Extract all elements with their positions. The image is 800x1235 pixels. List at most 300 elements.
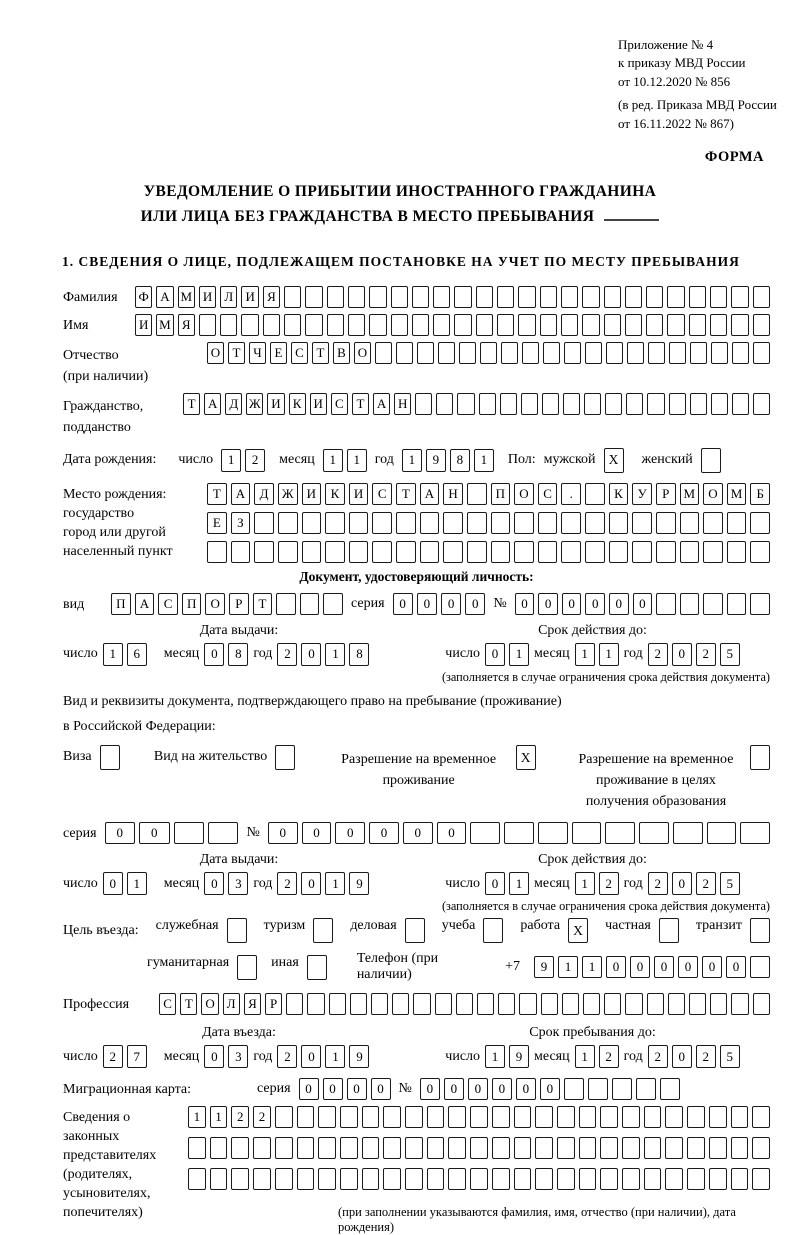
form-cell[interactable]: К	[325, 483, 345, 505]
form-cell[interactable]: 9	[534, 956, 554, 978]
form-cell[interactable]	[323, 593, 343, 615]
form-cell[interactable]	[477, 993, 494, 1015]
form-cell[interactable]	[689, 993, 706, 1015]
form-cell[interactable]	[750, 541, 770, 563]
form-cell[interactable]	[454, 314, 471, 336]
form-cell[interactable]: Т	[183, 393, 200, 415]
form-cell[interactable]	[557, 1137, 575, 1159]
digit-cell[interactable]: 1	[575, 872, 595, 895]
form-cell[interactable]	[454, 286, 471, 308]
form-cell[interactable]	[687, 1137, 705, 1159]
form-cell[interactable]: К	[289, 393, 306, 415]
digit-cell[interactable]: 2	[648, 1045, 668, 1068]
form-cell[interactable]	[669, 393, 686, 415]
form-cell[interactable]: Б	[750, 483, 770, 505]
form-cell[interactable]	[467, 483, 487, 505]
form-cell[interactable]	[561, 512, 581, 534]
form-cell[interactable]: 0	[369, 822, 399, 844]
digit-cell[interactable]: 0	[672, 643, 692, 666]
form-cell[interactable]	[443, 541, 463, 563]
form-cell[interactable]: О	[514, 483, 534, 505]
form-cell[interactable]	[646, 286, 663, 308]
digit-cell[interactable]: 9	[509, 1045, 529, 1068]
form-cell[interactable]	[348, 286, 365, 308]
form-cell[interactable]	[690, 393, 707, 415]
form-cell[interactable]: Е	[207, 512, 227, 534]
form-cell[interactable]: А	[420, 483, 440, 505]
digit-cell[interactable]: 1	[103, 643, 123, 666]
form-cell[interactable]	[665, 1106, 683, 1128]
form-cell[interactable]	[391, 286, 408, 308]
form-cell[interactable]: 0	[323, 1078, 343, 1100]
form-cell[interactable]: Л	[223, 993, 240, 1015]
form-cell[interactable]	[427, 1168, 445, 1190]
form-cell[interactable]: 0	[139, 822, 169, 844]
form-cell[interactable]	[622, 1106, 640, 1128]
form-cell[interactable]	[557, 1168, 575, 1190]
form-cell[interactable]	[456, 993, 473, 1015]
form-cell[interactable]	[241, 314, 258, 336]
form-cell[interactable]: 0	[335, 822, 365, 844]
form-cell[interactable]: Т	[396, 483, 416, 505]
form-cell[interactable]	[600, 1106, 618, 1128]
form-cell[interactable]	[329, 993, 346, 1015]
digit-cell[interactable]: 5	[720, 872, 740, 895]
form-cell[interactable]	[564, 1078, 584, 1100]
form-cell[interactable]	[584, 393, 601, 415]
form-cell[interactable]: 1	[210, 1106, 228, 1128]
form-cell[interactable]: 0	[515, 593, 535, 615]
form-cell[interactable]	[413, 993, 430, 1015]
digit-cell[interactable]: 1	[325, 872, 345, 895]
form-cell[interactable]: П	[182, 593, 202, 615]
form-cell[interactable]	[632, 512, 652, 534]
form-cell[interactable]	[467, 512, 487, 534]
form-cell[interactable]	[300, 593, 320, 615]
form-cell[interactable]	[732, 342, 749, 364]
form-cell[interactable]	[689, 286, 706, 308]
form-cell[interactable]: З	[231, 512, 251, 534]
form-cell[interactable]	[504, 822, 534, 844]
digit-cell[interactable]: 5	[720, 1045, 740, 1068]
form-cell[interactable]	[514, 1168, 532, 1190]
form-cell[interactable]: К	[609, 483, 629, 505]
option-residence-permit-checkbox[interactable]	[275, 745, 295, 770]
form-cell[interactable]: И	[199, 286, 216, 308]
form-cell[interactable]	[622, 1168, 640, 1190]
digit-cell[interactable]: 2	[648, 643, 668, 666]
form-cell[interactable]	[305, 314, 322, 336]
form-cell[interactable]	[606, 342, 623, 364]
form-cell[interactable]	[514, 512, 534, 534]
form-cell[interactable]: 0	[444, 1078, 464, 1100]
form-cell[interactable]	[582, 286, 599, 308]
purpose-business-checkbox[interactable]	[405, 918, 425, 943]
form-cell[interactable]	[656, 593, 676, 615]
form-cell[interactable]	[188, 1168, 206, 1190]
form-cell[interactable]	[667, 286, 684, 308]
form-cell[interactable]	[340, 1168, 358, 1190]
form-cell[interactable]	[561, 286, 578, 308]
form-cell[interactable]: А	[135, 593, 155, 615]
form-cell[interactable]: Т	[180, 993, 197, 1015]
form-cell[interactable]	[604, 314, 621, 336]
form-cell[interactable]: В	[333, 342, 350, 364]
digit-cell[interactable]: 1	[127, 872, 147, 895]
form-cell[interactable]	[208, 822, 238, 844]
form-cell[interactable]: Е	[270, 342, 287, 364]
form-cell[interactable]: 0	[420, 1078, 440, 1100]
option-visa-checkbox[interactable]	[100, 745, 120, 770]
form-cell[interactable]	[318, 1106, 336, 1128]
purpose-study-checkbox[interactable]	[483, 918, 503, 943]
form-cell[interactable]	[540, 286, 557, 308]
form-cell[interactable]: 0	[540, 1078, 560, 1100]
form-cell[interactable]	[231, 541, 251, 563]
form-cell[interactable]	[199, 314, 216, 336]
digit-cell[interactable]: 1	[599, 643, 619, 666]
form-cell[interactable]	[727, 593, 747, 615]
form-cell[interactable]	[231, 1137, 249, 1159]
digit-cell[interactable]: 0	[103, 872, 123, 895]
form-cell[interactable]: 0	[606, 956, 626, 978]
form-cell[interactable]: С	[159, 993, 176, 1015]
form-cell[interactable]: П	[111, 593, 131, 615]
form-cell[interactable]	[709, 1106, 727, 1128]
digit-cell[interactable]: 3	[228, 1045, 248, 1068]
form-cell[interactable]	[392, 993, 409, 1015]
form-cell[interactable]	[497, 286, 514, 308]
form-cell[interactable]	[372, 541, 392, 563]
form-cell[interactable]	[275, 1168, 293, 1190]
form-cell[interactable]	[497, 314, 514, 336]
form-cell[interactable]	[731, 286, 748, 308]
form-cell[interactable]	[561, 314, 578, 336]
form-cell[interactable]: 1	[582, 956, 602, 978]
form-cell[interactable]	[302, 541, 322, 563]
option-temp-residence-edu-checkbox[interactable]	[750, 745, 770, 770]
form-cell[interactable]	[605, 393, 622, 415]
form-cell[interactable]	[327, 314, 344, 336]
form-cell[interactable]	[753, 993, 770, 1015]
form-cell[interactable]: 0	[299, 1078, 319, 1100]
form-cell[interactable]	[585, 483, 605, 505]
form-cell[interactable]	[405, 1137, 423, 1159]
form-cell[interactable]	[709, 1137, 727, 1159]
form-cell[interactable]	[457, 393, 474, 415]
form-cell[interactable]	[665, 1168, 683, 1190]
form-cell[interactable]	[680, 593, 700, 615]
digit-cell[interactable]: 0	[204, 1045, 224, 1068]
digit-cell[interactable]: 8	[228, 643, 248, 666]
form-cell[interactable]	[210, 1168, 228, 1190]
form-cell[interactable]: 0	[609, 593, 629, 615]
form-cell[interactable]	[727, 541, 747, 563]
form-cell[interactable]	[349, 512, 369, 534]
digit-cell[interactable]: 9	[349, 1045, 369, 1068]
purpose-transit-checkbox[interactable]	[750, 918, 770, 943]
form-cell[interactable]: 0	[371, 1078, 391, 1100]
form-cell[interactable]: С	[291, 342, 308, 364]
form-cell[interactable]	[543, 342, 560, 364]
form-cell[interactable]	[656, 512, 676, 534]
form-cell[interactable]	[572, 822, 602, 844]
form-cell[interactable]	[348, 314, 365, 336]
form-cell[interactable]	[711, 393, 728, 415]
form-cell[interactable]	[605, 822, 635, 844]
form-cell[interactable]	[254, 541, 274, 563]
form-cell[interactable]: 1	[188, 1106, 206, 1128]
form-cell[interactable]	[639, 822, 669, 844]
form-cell[interactable]	[732, 393, 749, 415]
form-cell[interactable]	[609, 541, 629, 563]
form-cell[interactable]	[318, 1168, 336, 1190]
form-cell[interactable]	[665, 1137, 683, 1159]
form-cell[interactable]: П	[491, 483, 511, 505]
form-cell[interactable]	[383, 1168, 401, 1190]
form-cell[interactable]	[362, 1137, 380, 1159]
form-cell[interactable]	[470, 1137, 488, 1159]
form-cell[interactable]: Д	[254, 483, 274, 505]
form-cell[interactable]	[275, 1106, 293, 1128]
form-cell[interactable]	[521, 393, 538, 415]
digit-cell[interactable]: 1	[474, 449, 494, 472]
form-cell[interactable]	[362, 1168, 380, 1190]
form-cell[interactable]	[448, 1106, 466, 1128]
form-cell[interactable]	[579, 1137, 597, 1159]
form-cell[interactable]: Р	[656, 483, 676, 505]
form-cell[interactable]	[307, 993, 324, 1015]
form-cell[interactable]	[297, 1106, 315, 1128]
form-cell[interactable]: Я	[178, 314, 195, 336]
form-cell[interactable]	[188, 1137, 206, 1159]
form-cell[interactable]	[703, 541, 723, 563]
form-cell[interactable]	[220, 314, 237, 336]
form-cell[interactable]	[278, 512, 298, 534]
form-cell[interactable]	[709, 1168, 727, 1190]
form-cell[interactable]	[448, 1137, 466, 1159]
form-cell[interactable]	[585, 512, 605, 534]
form-cell[interactable]	[625, 993, 642, 1015]
digit-cell[interactable]: 2	[696, 872, 716, 895]
form-cell[interactable]: И	[135, 314, 152, 336]
form-cell[interactable]	[253, 1137, 271, 1159]
form-cell[interactable]	[420, 512, 440, 534]
form-cell[interactable]	[383, 1137, 401, 1159]
digit-cell[interactable]: 6	[127, 643, 147, 666]
digit-cell[interactable]: 2	[599, 872, 619, 895]
form-cell[interactable]	[646, 314, 663, 336]
form-cell[interactable]	[562, 993, 579, 1015]
form-cell[interactable]	[501, 342, 518, 364]
form-cell[interactable]	[435, 993, 452, 1015]
form-cell[interactable]: .	[561, 483, 581, 505]
digit-cell[interactable]: 0	[672, 1045, 692, 1068]
form-cell[interactable]	[561, 541, 581, 563]
form-cell[interactable]	[535, 1137, 553, 1159]
form-cell[interactable]	[625, 286, 642, 308]
form-cell[interactable]	[174, 822, 204, 844]
form-cell[interactable]	[340, 1106, 358, 1128]
form-cell[interactable]	[286, 993, 303, 1015]
form-cell[interactable]	[371, 993, 388, 1015]
form-cell[interactable]	[644, 1137, 662, 1159]
form-cell[interactable]	[231, 1168, 249, 1190]
digit-cell[interactable]: 1	[509, 643, 529, 666]
form-cell[interactable]	[710, 993, 727, 1015]
form-cell[interactable]	[302, 512, 322, 534]
form-cell[interactable]: А	[231, 483, 251, 505]
form-cell[interactable]	[622, 1137, 640, 1159]
form-cell[interactable]: С	[331, 393, 348, 415]
digit-cell[interactable]: 1	[325, 643, 345, 666]
form-cell[interactable]: 0	[302, 822, 332, 844]
form-cell[interactable]	[491, 541, 511, 563]
digit-cell[interactable]: 0	[301, 872, 321, 895]
digit-cell[interactable]: 0	[485, 643, 505, 666]
form-cell[interactable]	[627, 342, 644, 364]
form-cell[interactable]	[476, 286, 493, 308]
form-cell[interactable]	[585, 541, 605, 563]
digit-cell[interactable]: 8	[450, 449, 470, 472]
purpose-private-checkbox[interactable]	[659, 918, 679, 943]
form-cell[interactable]: Н	[443, 483, 463, 505]
option-temp-residence-checkbox[interactable]: X	[516, 745, 536, 770]
form-cell[interactable]	[470, 1168, 488, 1190]
form-cell[interactable]: 0	[678, 956, 698, 978]
form-cell[interactable]: М	[178, 286, 195, 308]
form-cell[interactable]: Т	[352, 393, 369, 415]
form-cell[interactable]: Т	[312, 342, 329, 364]
form-cell[interactable]	[396, 342, 413, 364]
form-cell[interactable]	[731, 314, 748, 336]
form-cell[interactable]: С	[158, 593, 178, 615]
digit-cell[interactable]: 0	[301, 1045, 321, 1068]
form-cell[interactable]	[667, 314, 684, 336]
form-cell[interactable]	[710, 314, 727, 336]
form-cell[interactable]	[263, 314, 280, 336]
purpose-work-checkbox[interactable]: X	[568, 918, 588, 943]
form-cell[interactable]: О	[207, 342, 224, 364]
form-cell[interactable]	[703, 512, 723, 534]
form-cell[interactable]: Н	[394, 393, 411, 415]
form-cell[interactable]	[727, 512, 747, 534]
form-cell[interactable]: 0	[468, 1078, 488, 1100]
form-cell[interactable]: 0	[633, 593, 653, 615]
form-cell[interactable]: 0	[417, 593, 437, 615]
digit-cell[interactable]: 5	[720, 643, 740, 666]
form-cell[interactable]: Д	[225, 393, 242, 415]
form-cell[interactable]	[707, 822, 737, 844]
digit-cell[interactable]: 2	[245, 449, 265, 472]
digit-cell[interactable]: 2	[648, 872, 668, 895]
form-cell[interactable]: 0	[492, 1078, 512, 1100]
form-cell[interactable]: О	[354, 342, 371, 364]
form-cell[interactable]: У	[632, 483, 652, 505]
form-cell[interactable]	[514, 541, 534, 563]
form-cell[interactable]: 0	[441, 593, 461, 615]
digit-cell[interactable]: 9	[426, 449, 446, 472]
form-cell[interactable]	[750, 593, 770, 615]
digit-cell[interactable]: 1	[325, 1045, 345, 1068]
form-cell[interactable]	[600, 1137, 618, 1159]
form-cell[interactable]	[644, 1106, 662, 1128]
form-cell[interactable]: 1	[558, 956, 578, 978]
digit-cell[interactable]: 2	[277, 643, 297, 666]
form-cell[interactable]	[752, 1106, 770, 1128]
form-cell[interactable]	[656, 541, 676, 563]
form-cell[interactable]: А	[373, 393, 390, 415]
form-cell[interactable]: М	[727, 483, 747, 505]
digit-cell[interactable]: 2	[696, 1045, 716, 1068]
purpose-official-checkbox[interactable]	[227, 918, 247, 943]
form-cell[interactable]	[369, 314, 386, 336]
form-cell[interactable]: 0	[538, 593, 558, 615]
digit-cell[interactable]: 0	[204, 872, 224, 895]
form-cell[interactable]	[731, 1137, 749, 1159]
form-cell[interactable]: И	[241, 286, 258, 308]
form-cell[interactable]	[492, 1106, 510, 1128]
form-cell[interactable]: М	[680, 483, 700, 505]
form-cell[interactable]	[632, 541, 652, 563]
form-cell[interactable]	[538, 512, 558, 534]
form-cell[interactable]	[492, 1137, 510, 1159]
form-cell[interactable]	[438, 342, 455, 364]
form-cell[interactable]	[498, 993, 515, 1015]
form-cell[interactable]	[433, 314, 450, 336]
purpose-humanitarian-checkbox[interactable]	[237, 955, 257, 980]
form-cell[interactable]	[405, 1106, 423, 1128]
digit-cell[interactable]: 1	[509, 872, 529, 895]
form-cell[interactable]	[690, 342, 707, 364]
form-cell[interactable]	[541, 993, 558, 1015]
form-cell[interactable]	[519, 993, 536, 1015]
digit-cell[interactable]: 2	[696, 643, 716, 666]
form-cell[interactable]	[583, 993, 600, 1015]
form-cell[interactable]	[459, 342, 476, 364]
form-cell[interactable]: Ф	[135, 286, 152, 308]
digit-cell[interactable]: 1	[347, 449, 367, 472]
form-cell[interactable]: Л	[220, 286, 237, 308]
digit-cell[interactable]: 1	[575, 1045, 595, 1068]
form-cell[interactable]: Т	[228, 342, 245, 364]
form-cell[interactable]	[480, 342, 497, 364]
form-cell[interactable]: С	[372, 483, 392, 505]
form-cell[interactable]	[412, 286, 429, 308]
form-cell[interactable]	[278, 541, 298, 563]
form-cell[interactable]: И	[349, 483, 369, 505]
digit-cell[interactable]: 9	[349, 872, 369, 895]
form-cell[interactable]	[626, 393, 643, 415]
form-cell[interactable]: Ж	[278, 483, 298, 505]
form-cell[interactable]	[375, 342, 392, 364]
form-cell[interactable]	[538, 541, 558, 563]
form-cell[interactable]	[582, 314, 599, 336]
digit-cell[interactable]: 8	[349, 643, 369, 666]
form-cell[interactable]	[340, 1137, 358, 1159]
digit-cell[interactable]: 0	[672, 872, 692, 895]
form-cell[interactable]	[433, 286, 450, 308]
form-cell[interactable]	[436, 393, 453, 415]
form-cell[interactable]: 0	[562, 593, 582, 615]
form-cell[interactable]: Т	[207, 483, 227, 505]
form-cell[interactable]	[673, 822, 703, 844]
form-cell[interactable]	[585, 342, 602, 364]
form-cell[interactable]	[636, 1078, 656, 1100]
form-cell[interactable]	[644, 1168, 662, 1190]
form-cell[interactable]	[689, 314, 706, 336]
form-cell[interactable]	[420, 541, 440, 563]
